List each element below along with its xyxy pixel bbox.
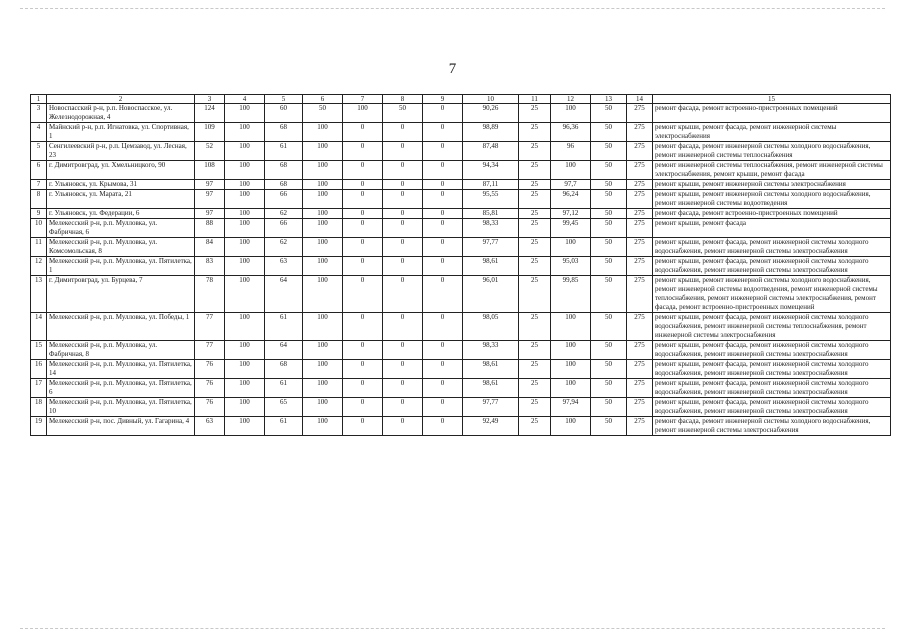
- value-cell-col-12: 100: [551, 360, 591, 379]
- table-row: [31, 219, 891, 238]
- value-cell-col-6: 100: [303, 123, 343, 142]
- value-cell-col-13: 50: [591, 209, 627, 219]
- column-number-6: 6: [303, 95, 343, 104]
- value-cell-col-10: 98,33: [463, 341, 519, 360]
- value-cell-col-6: 100: [303, 190, 343, 209]
- works-cell: ремонт крыши, ремонт инженерной системы холодного водоснабжения, ремонт инженерной системы водоотведения, ремонт инженерной системы теплоснабжения, ремонт инженерной системы электроснабжения, ремонт фасада, ремонт встроенно-пристроенных помещений: [653, 276, 891, 313]
- value-cell-col-12: 100: [551, 341, 591, 360]
- address-cell: г. Ульяновск, ул. Федерации, 6: [47, 209, 195, 219]
- row-number: 19: [31, 417, 47, 436]
- table-row: [31, 313, 891, 341]
- value-cell-col-8: 0: [383, 180, 423, 190]
- value-cell-col-4: 100: [225, 313, 265, 341]
- value-cell-col-9: 0: [423, 190, 463, 209]
- value-cell-col-5: 68: [265, 180, 303, 190]
- value-cell-col-7: 0: [343, 360, 383, 379]
- value-cell-col-5: 68: [265, 123, 303, 142]
- value-cell-col-10: 92,49: [463, 417, 519, 436]
- works-cell: ремонт фасада, ремонт инженерной системы холодного водоснабжения, ремонт инженерной системы электроснабжения: [653, 417, 891, 436]
- value-cell-col-13: 50: [591, 360, 627, 379]
- value-cell-col-5: 62: [265, 238, 303, 257]
- value-cell-col-9: 0: [423, 104, 463, 123]
- value-cell-col-10: 90,26: [463, 104, 519, 123]
- value-cell-col-13: 50: [591, 238, 627, 257]
- row-number: 12: [31, 257, 47, 276]
- works-cell: ремонт фасада, ремонт встроенно-пристроенных помещений: [653, 209, 891, 219]
- value-cell-col-3: 84: [195, 238, 225, 257]
- table-row: [31, 379, 891, 398]
- value-cell-col-10: 94,34: [463, 161, 519, 180]
- value-cell-col-3: 76: [195, 379, 225, 398]
- value-cell-col-9: 0: [423, 123, 463, 142]
- row-number: 6: [31, 161, 47, 180]
- table-row: [31, 104, 891, 123]
- value-cell-col-4: 100: [225, 238, 265, 257]
- value-cell-col-12: 97,12: [551, 209, 591, 219]
- column-number-10: 10: [463, 95, 519, 104]
- value-cell-col-4: 100: [225, 341, 265, 360]
- address-cell: Сенгилеевский р-н, р.п. Цемзавод, ул. Лесная, 23: [47, 142, 195, 161]
- value-cell-col-12: 100: [551, 417, 591, 436]
- works-cell: ремонт крыши, ремонт фасада, ремонт инженерной системы холодного водоснабжения, ремонт инженерной системы теплоснабжения, ремонт инженерной системы электроснабжения: [653, 313, 891, 341]
- value-cell-col-9: 0: [423, 398, 463, 417]
- value-cell-col-14: 275: [627, 257, 653, 276]
- value-cell-col-6: 100: [303, 142, 343, 161]
- value-cell-col-6: 100: [303, 398, 343, 417]
- column-number-3: 3: [195, 95, 225, 104]
- address-cell: Мелекесский р-н, р.п. Мулловка, ул. Пятилетка, 14: [47, 360, 195, 379]
- value-cell-col-5: 60: [265, 104, 303, 123]
- address-cell: г. Ульяновск, ул. Крымова, 31: [47, 180, 195, 190]
- value-cell-col-5: 61: [265, 379, 303, 398]
- value-cell-col-13: 50: [591, 257, 627, 276]
- value-cell-col-10: 87,48: [463, 142, 519, 161]
- value-cell-col-9: 0: [423, 257, 463, 276]
- value-cell-col-13: 50: [591, 341, 627, 360]
- value-cell-col-6: 100: [303, 180, 343, 190]
- works-cell: ремонт крыши, ремонт фасада, ремонт инженерной системы холодного водоснабжения, ремонт инженерной системы электроснабжения: [653, 257, 891, 276]
- value-cell-col-11: 25: [519, 104, 551, 123]
- value-cell-col-7: 100: [343, 104, 383, 123]
- value-cell-col-8: 0: [383, 190, 423, 209]
- value-cell-col-3: 52: [195, 142, 225, 161]
- value-cell-col-10: 95,55: [463, 190, 519, 209]
- value-cell-col-5: 61: [265, 417, 303, 436]
- works-cell: ремонт крыши, ремонт фасада, ремонт инженерной системы холодного водоснабжения, ремонт инженерной системы электроснабжения: [653, 238, 891, 257]
- value-cell-col-9: 0: [423, 219, 463, 238]
- value-cell-col-4: 100: [225, 104, 265, 123]
- value-cell-col-6: 50: [303, 104, 343, 123]
- value-cell-col-4: 100: [225, 219, 265, 238]
- address-cell: Мелекесский р-н, р.п. Мулловка, ул. Пятилетка, 10: [47, 398, 195, 417]
- value-cell-col-9: 0: [423, 360, 463, 379]
- column-number-11: 11: [519, 95, 551, 104]
- value-cell-col-3: 63: [195, 417, 225, 436]
- value-cell-col-4: 100: [225, 209, 265, 219]
- table-row: [31, 417, 891, 436]
- column-number-5: 5: [265, 95, 303, 104]
- value-cell-col-9: 0: [423, 379, 463, 398]
- value-cell-col-5: 66: [265, 190, 303, 209]
- value-cell-col-7: 0: [343, 313, 383, 341]
- value-cell-col-10: 98,61: [463, 360, 519, 379]
- value-cell-col-10: 98,89: [463, 123, 519, 142]
- value-cell-col-12: 99,85: [551, 276, 591, 313]
- value-cell-col-14: 275: [627, 190, 653, 209]
- value-cell-col-11: 25: [519, 209, 551, 219]
- value-cell-col-4: 100: [225, 123, 265, 142]
- value-cell-col-6: 100: [303, 238, 343, 257]
- value-cell-col-5: 64: [265, 276, 303, 313]
- value-cell-col-8: 0: [383, 398, 423, 417]
- value-cell-col-5: 68: [265, 161, 303, 180]
- address-cell: г. Димитровград, ул. Хмельницкого, 90: [47, 161, 195, 180]
- value-cell-col-8: 0: [383, 209, 423, 219]
- value-cell-col-7: 0: [343, 417, 383, 436]
- address-cell: Мелекесский р-н, р.п. Мулловка, ул. Пятилетка, 6: [47, 379, 195, 398]
- value-cell-col-11: 25: [519, 190, 551, 209]
- address-cell: Мелекесский р-н, р.п. Мулловка, ул. Пятилетка, 1: [47, 257, 195, 276]
- value-cell-col-5: 61: [265, 142, 303, 161]
- value-cell-col-4: 100: [225, 417, 265, 436]
- value-cell-col-8: 50: [383, 104, 423, 123]
- value-cell-col-11: 25: [519, 417, 551, 436]
- value-cell-col-7: 0: [343, 190, 383, 209]
- value-cell-col-5: 62: [265, 209, 303, 219]
- value-cell-col-4: 100: [225, 142, 265, 161]
- value-cell-col-12: 100: [551, 238, 591, 257]
- value-cell-col-8: 0: [383, 142, 423, 161]
- value-cell-col-14: 275: [627, 341, 653, 360]
- value-cell-col-8: 0: [383, 313, 423, 341]
- value-cell-col-8: 0: [383, 238, 423, 257]
- value-cell-col-14: 275: [627, 209, 653, 219]
- column-number-12: 12: [551, 95, 591, 104]
- value-cell-col-6: 100: [303, 209, 343, 219]
- value-cell-col-11: 25: [519, 276, 551, 313]
- value-cell-col-6: 100: [303, 379, 343, 398]
- value-cell-col-8: 0: [383, 161, 423, 180]
- works-cell: ремонт крыши, ремонт фасада, ремонт инженерной системы холодного водоснабжения, ремонт инженерной системы электроснабжения: [653, 379, 891, 398]
- works-cell: ремонт фасада, ремонт инженерной системы холодного водоснабжения, ремонт инженерной системы теплоснабжения: [653, 142, 891, 161]
- address-cell: Новоспасский р-н, р.п. Новоспасское, ул. Железнодорожная, 4: [47, 104, 195, 123]
- value-cell-col-13: 50: [591, 417, 627, 436]
- value-cell-col-9: 0: [423, 180, 463, 190]
- column-number-13: 13: [591, 95, 627, 104]
- value-cell-col-12: 100: [551, 104, 591, 123]
- table-row: [31, 190, 891, 209]
- row-number: 5: [31, 142, 47, 161]
- value-cell-col-3: 97: [195, 190, 225, 209]
- table-row: [31, 238, 891, 257]
- value-cell-col-8: 0: [383, 219, 423, 238]
- value-cell-col-7: 0: [343, 257, 383, 276]
- value-cell-col-12: 96: [551, 142, 591, 161]
- value-cell-col-7: 0: [343, 161, 383, 180]
- value-cell-col-10: 87,11: [463, 180, 519, 190]
- value-cell-col-3: 109: [195, 123, 225, 142]
- value-cell-col-6: 100: [303, 341, 343, 360]
- value-cell-col-14: 275: [627, 276, 653, 313]
- value-cell-col-5: 64: [265, 341, 303, 360]
- value-cell-col-11: 25: [519, 360, 551, 379]
- address-cell: г. Ульяновск, ул. Марата, 21: [47, 190, 195, 209]
- value-cell-col-13: 50: [591, 379, 627, 398]
- value-cell-col-11: 25: [519, 161, 551, 180]
- value-cell-col-4: 100: [225, 276, 265, 313]
- value-cell-col-14: 275: [627, 398, 653, 417]
- value-cell-col-10: 98,05: [463, 313, 519, 341]
- value-cell-col-3: 76: [195, 398, 225, 417]
- value-cell-col-14: 275: [627, 123, 653, 142]
- address-cell: Мелекесский р-н, р.п. Мулловка, ул. Фабричная, 6: [47, 219, 195, 238]
- value-cell-col-9: 0: [423, 161, 463, 180]
- value-cell-col-13: 50: [591, 313, 627, 341]
- value-cell-col-13: 50: [591, 123, 627, 142]
- value-cell-col-13: 50: [591, 398, 627, 417]
- value-cell-col-6: 100: [303, 257, 343, 276]
- value-cell-col-13: 50: [591, 276, 627, 313]
- row-number: 11: [31, 238, 47, 257]
- column-number-15: 15: [653, 95, 891, 104]
- value-cell-col-4: 100: [225, 180, 265, 190]
- value-cell-col-10: 98,61: [463, 379, 519, 398]
- value-cell-col-10: 97,77: [463, 238, 519, 257]
- value-cell-col-3: 83: [195, 257, 225, 276]
- table-row: [31, 180, 891, 190]
- row-number: 15: [31, 341, 47, 360]
- value-cell-col-5: 65: [265, 398, 303, 417]
- value-cell-col-5: 63: [265, 257, 303, 276]
- value-cell-col-9: 0: [423, 238, 463, 257]
- table-row: [31, 161, 891, 180]
- value-cell-col-9: 0: [423, 276, 463, 313]
- value-cell-col-6: 100: [303, 219, 343, 238]
- scan-edge-top: [20, 8, 885, 9]
- address-cell: Мелекесский р-н, р.п. Мулловка, ул. Комсомольская, 8: [47, 238, 195, 257]
- value-cell-col-7: 0: [343, 398, 383, 417]
- value-cell-col-12: 97,94: [551, 398, 591, 417]
- column-number-14: 14: [627, 95, 653, 104]
- page-number: 7: [448, 61, 457, 77]
- value-cell-col-3: 77: [195, 341, 225, 360]
- value-cell-col-4: 100: [225, 190, 265, 209]
- value-cell-col-14: 275: [627, 219, 653, 238]
- value-cell-col-6: 100: [303, 313, 343, 341]
- value-cell-col-13: 50: [591, 104, 627, 123]
- table-row: [31, 142, 891, 161]
- table-body: [31, 104, 891, 436]
- value-cell-col-4: 100: [225, 257, 265, 276]
- address-cell: Мелекесский р-н, пос. Дивный, ул. Гагарина, 4: [47, 417, 195, 436]
- value-cell-col-14: 275: [627, 238, 653, 257]
- value-cell-col-7: 0: [343, 341, 383, 360]
- value-cell-col-9: 0: [423, 313, 463, 341]
- value-cell-col-9: 0: [423, 417, 463, 436]
- works-cell: ремонт инженерной системы теплоснабжения, ремонт инженерной системы электроснабжения, ремонт крыши, ремонт фасада: [653, 161, 891, 180]
- value-cell-col-3: 97: [195, 209, 225, 219]
- value-cell-col-4: 100: [225, 161, 265, 180]
- value-cell-col-4: 100: [225, 360, 265, 379]
- value-cell-col-5: 68: [265, 360, 303, 379]
- value-cell-col-12: 96,36: [551, 123, 591, 142]
- value-cell-col-7: 0: [343, 123, 383, 142]
- column-number-row: [31, 95, 891, 104]
- value-cell-col-3: 97: [195, 180, 225, 190]
- value-cell-col-13: 50: [591, 219, 627, 238]
- value-cell-col-13: 50: [591, 180, 627, 190]
- row-number: 14: [31, 313, 47, 341]
- row-number: 9: [31, 209, 47, 219]
- value-cell-col-3: 88: [195, 219, 225, 238]
- value-cell-col-3: 124: [195, 104, 225, 123]
- value-cell-col-11: 25: [519, 142, 551, 161]
- works-cell: ремонт крыши, ремонт фасада, ремонт инженерной системы холодного водоснабжения, ремонт инженерной системы электроснабжения: [653, 341, 891, 360]
- value-cell-col-11: 25: [519, 238, 551, 257]
- value-cell-col-8: 0: [383, 341, 423, 360]
- address-cell: Мелекесский р-н, р.п. Мулловка, ул. Победы, 1: [47, 313, 195, 341]
- works-cell: ремонт крыши, ремонт инженерной системы электроснабжения: [653, 180, 891, 190]
- row-number: 17: [31, 379, 47, 398]
- value-cell-col-13: 50: [591, 190, 627, 209]
- value-cell-col-7: 0: [343, 142, 383, 161]
- value-cell-col-7: 0: [343, 219, 383, 238]
- value-cell-col-7: 0: [343, 238, 383, 257]
- address-cell: Мелекесский р-н, р.п. Мулловка, ул. Фабричная, 8: [47, 341, 195, 360]
- table-row: [31, 257, 891, 276]
- row-number: 13: [31, 276, 47, 313]
- row-number: 4: [31, 123, 47, 142]
- value-cell-col-10: 98,33: [463, 219, 519, 238]
- value-cell-col-10: 96,01: [463, 276, 519, 313]
- table-row: [31, 123, 891, 142]
- column-number-8: 8: [383, 95, 423, 104]
- value-cell-col-10: 85,81: [463, 209, 519, 219]
- value-cell-col-5: 61: [265, 313, 303, 341]
- value-cell-col-3: 77: [195, 313, 225, 341]
- value-cell-col-8: 0: [383, 360, 423, 379]
- value-cell-col-11: 25: [519, 123, 551, 142]
- value-cell-col-12: 100: [551, 161, 591, 180]
- value-cell-col-11: 25: [519, 180, 551, 190]
- column-number-9: 9: [423, 95, 463, 104]
- value-cell-col-14: 275: [627, 313, 653, 341]
- table-row: [31, 276, 891, 313]
- column-number-7: 7: [343, 95, 383, 104]
- value-cell-col-4: 100: [225, 398, 265, 417]
- value-cell-col-3: 108: [195, 161, 225, 180]
- value-cell-col-12: 97,7: [551, 180, 591, 190]
- value-cell-col-3: 76: [195, 360, 225, 379]
- value-cell-col-12: 100: [551, 313, 591, 341]
- table-row: [31, 209, 891, 219]
- column-number-2: 2: [47, 95, 195, 104]
- works-cell: ремонт крыши, ремонт фасада, ремонт инженерной системы холодного водоснабжения, ремонт инженерной системы электроснабжения: [653, 398, 891, 417]
- row-number: 8: [31, 190, 47, 209]
- works-cell: ремонт крыши, ремонт фасада, ремонт инженерной системы электроснабжения: [653, 123, 891, 142]
- value-cell-col-4: 100: [225, 379, 265, 398]
- value-cell-col-11: 25: [519, 341, 551, 360]
- scan-edge-bottom: [20, 628, 885, 629]
- value-cell-col-12: 96,24: [551, 190, 591, 209]
- value-cell-col-12: 100: [551, 379, 591, 398]
- value-cell-col-8: 0: [383, 257, 423, 276]
- value-cell-col-7: 0: [343, 379, 383, 398]
- value-cell-col-9: 0: [423, 341, 463, 360]
- value-cell-col-14: 275: [627, 161, 653, 180]
- value-cell-col-11: 25: [519, 219, 551, 238]
- value-cell-col-6: 100: [303, 276, 343, 313]
- value-cell-col-12: 99,45: [551, 219, 591, 238]
- value-cell-col-11: 25: [519, 257, 551, 276]
- value-cell-col-14: 275: [627, 379, 653, 398]
- row-number: 18: [31, 398, 47, 417]
- table-row: [31, 398, 891, 417]
- address-cell: Майнский р-н, р.п. Игнатовка, ул. Спортивная, 1: [47, 123, 195, 142]
- value-cell-col-14: 275: [627, 417, 653, 436]
- value-cell-col-6: 100: [303, 417, 343, 436]
- value-cell-col-11: 25: [519, 313, 551, 341]
- column-number-4: 4: [225, 95, 265, 104]
- value-cell-col-8: 0: [383, 417, 423, 436]
- value-cell-col-5: 66: [265, 219, 303, 238]
- value-cell-col-10: 98,61: [463, 257, 519, 276]
- value-cell-col-14: 275: [627, 142, 653, 161]
- works-cell: ремонт фасада, ремонт встроенно-пристроенных помещений: [653, 104, 891, 123]
- value-cell-col-11: 25: [519, 379, 551, 398]
- value-cell-col-6: 100: [303, 161, 343, 180]
- table-row: [31, 341, 891, 360]
- value-cell-col-9: 0: [423, 142, 463, 161]
- row-number: 3: [31, 104, 47, 123]
- value-cell-col-6: 100: [303, 360, 343, 379]
- address-cell: г. Димитровград, ул. Бурцева, 7: [47, 276, 195, 313]
- works-cell: ремонт крыши, ремонт фасада, ремонт инженерной системы холодного водоснабжения, ремонт инженерной системы электроснабжения: [653, 360, 891, 379]
- value-cell-col-13: 50: [591, 161, 627, 180]
- value-cell-col-7: 0: [343, 180, 383, 190]
- value-cell-col-9: 0: [423, 209, 463, 219]
- works-cell: ремонт крыши, ремонт фасада: [653, 219, 891, 238]
- value-cell-col-13: 50: [591, 142, 627, 161]
- repair-table: [30, 94, 891, 436]
- row-number: 7: [31, 180, 47, 190]
- works-cell: ремонт крыши, ремонт инженерной системы холодного водоснабжения, ремонт инженерной системы водоотведения: [653, 190, 891, 209]
- value-cell-col-8: 0: [383, 123, 423, 142]
- value-cell-col-8: 0: [383, 276, 423, 313]
- row-number: 10: [31, 219, 47, 238]
- value-cell-col-7: 0: [343, 209, 383, 219]
- value-cell-col-10: 97,77: [463, 398, 519, 417]
- value-cell-col-14: 275: [627, 180, 653, 190]
- value-cell-col-3: 78: [195, 276, 225, 313]
- value-cell-col-7: 0: [343, 276, 383, 313]
- value-cell-col-8: 0: [383, 379, 423, 398]
- column-number-1: 1: [31, 95, 47, 104]
- value-cell-col-11: 25: [519, 398, 551, 417]
- value-cell-col-12: 95,03: [551, 257, 591, 276]
- value-cell-col-14: 275: [627, 360, 653, 379]
- table-row: [31, 360, 891, 379]
- value-cell-col-14: 275: [627, 104, 653, 123]
- row-number: 16: [31, 360, 47, 379]
